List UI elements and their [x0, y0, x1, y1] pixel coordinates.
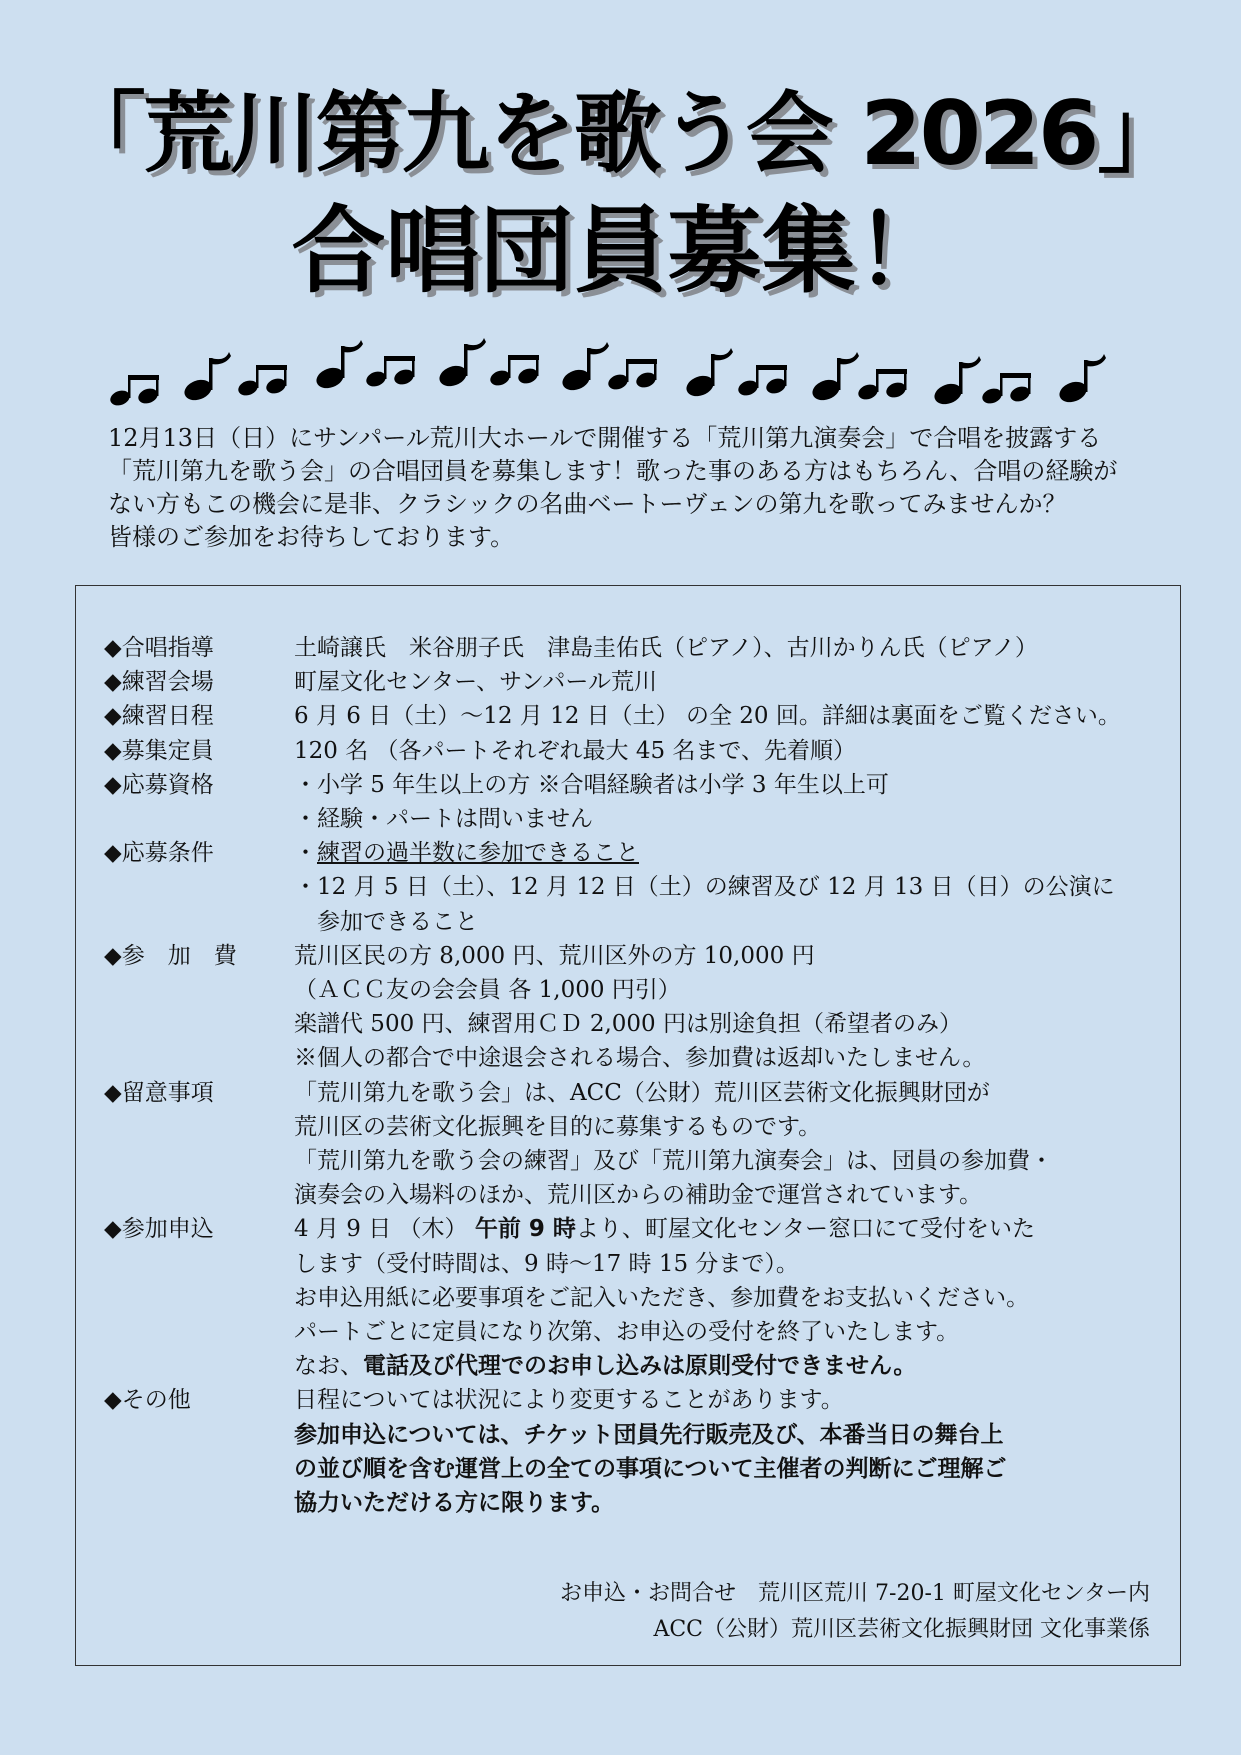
underlined-condition: 練習の過半数に参加できること	[317, 840, 639, 867]
detail-value: 120 名 （各パートそれぞれ最大 45 名まで、先着順）	[294, 737, 856, 764]
detail-label: ◆留意事項	[104, 1079, 214, 1106]
music-note-mark	[756, 365, 787, 370]
detail-value: ・12 月 5 日（土）、12 月 12 日（土）の練習及び 12 月 13 日（日）の公演に	[294, 874, 1115, 901]
intro-line: ない方もこの機会に是非、クラシックの名曲ベートーヴェンの第九を歌ってみませんか？	[108, 490, 1067, 518]
detail-label: ◆その他	[104, 1387, 191, 1414]
text: なお、	[294, 1353, 363, 1380]
title-block	[0, 78, 1241, 312]
detail-label: ◆応募資格	[104, 771, 214, 798]
contact-footer	[560, 1576, 1150, 1648]
music-note-mark	[626, 359, 657, 364]
detail-row-notes	[104, 1076, 1164, 1213]
music-note-mark	[589, 342, 609, 354]
detail-value: ・小学 5 年生以上の方 ※合唱経験者は小学 3 年生以上可	[294, 771, 889, 798]
detail-value: 6 月 6 日（土）～12 月 12 日（土） の全 20 回。詳細は裏面をご覧ください。	[294, 703, 1121, 730]
detail-value	[294, 836, 1164, 870]
bullet: ・	[294, 840, 317, 867]
music-note-mark	[128, 375, 159, 380]
music-note-mark	[756, 368, 759, 388]
text: 4 月 9 日 （木）	[294, 1216, 475, 1243]
detail-label: ◆募集定員	[104, 737, 214, 764]
music-note-mark	[384, 356, 415, 361]
detail-label: ◆練習日程	[104, 703, 214, 730]
bold-time: 午前 9 時	[474, 1216, 576, 1243]
page-subtitle: 合唱団員募集！	[291, 197, 950, 306]
music-note-mark	[211, 352, 231, 364]
detail-row-instructors	[104, 631, 1164, 665]
music-note-mark	[1086, 354, 1106, 366]
detail-value: お申込用紙に必要事項をご記入いただき、参加費をお支払いください。	[294, 1284, 1030, 1311]
detail-row-capacity	[104, 734, 1164, 768]
music-note-mark	[839, 352, 859, 364]
detail-row-conditions	[104, 836, 1164, 939]
contact-organization: ACC（公財）荒川区芸術文化振興財団 文化事業係	[653, 1617, 1150, 1642]
detail-value: ※個人の都合で中途退会される場合、参加費は返却いたしません。	[294, 1045, 986, 1072]
detail-value	[294, 1212, 1164, 1246]
page-title: 「荒川第九を歌う会 2026」	[57, 82, 1184, 185]
music-note-mark	[876, 372, 879, 392]
detail-row-eligibility	[104, 768, 1164, 836]
detail-value	[294, 1349, 1164, 1383]
detail-value: 「荒川第九を歌う会の練習」及び「荒川第九演奏会」は、団員の参加費・	[294, 1148, 1053, 1175]
detail-value: 荒川区民の方 8,000 円、荒川区外の方 10,000 円	[294, 942, 815, 969]
detail-bold-value: 協力いただける方に限ります。	[294, 1490, 615, 1517]
music-note-mark	[384, 359, 387, 379]
text: より、町屋文化センター窓口にて受付をいた	[575, 1216, 1035, 1243]
music-note-mark	[713, 348, 733, 360]
music-note-mark	[1000, 376, 1003, 396]
detail-value: 参加できること	[294, 908, 478, 935]
music-note-mark	[961, 356, 981, 368]
detail-value: （ＡＣＣ友の会会員 各 1,000 円引）	[294, 977, 681, 1004]
music-note-mark	[508, 355, 539, 360]
detail-value: ・経験・パートは問いません	[294, 806, 593, 833]
detail-value: 土崎譲氏 米谷朋子氏 津島圭佑氏（ピアノ）、古川かりん氏（ピアノ）	[294, 635, 1038, 661]
music-note-mark	[876, 369, 907, 374]
detail-label: ◆参 加 費	[104, 942, 237, 969]
music-note-mark	[256, 365, 287, 370]
detail-row-schedule	[104, 699, 1164, 733]
detail-label: ◆練習会場	[104, 669, 214, 696]
details-box	[75, 585, 1181, 1666]
bold-notice: 電話及び代理でのお申し込みは原則受付できません。	[363, 1353, 917, 1380]
detail-row-venue	[104, 665, 1164, 699]
contact-address: お申込・お問合せ 荒川区荒川 7-20-1 町屋文化センター内	[560, 1581, 1150, 1606]
detail-bold-value: の並び順を含む運営上の全ての事項について主催者の判断にご理解ご	[294, 1455, 1007, 1482]
music-notes-icon	[108, 332, 1168, 412]
detail-row-fee	[104, 939, 1164, 1076]
detail-label: ◆合唱指導	[104, 635, 214, 661]
detail-bold-value: 参加申込については、チケット団員先行販売及び、本番当日の舞台上	[294, 1421, 1004, 1448]
detail-row-other	[104, 1383, 1164, 1520]
detail-value: 楽譜代 500 円、練習用ＣＤ 2,000 円は別途負担（希望者のみ）	[294, 1011, 962, 1038]
detail-row-application	[104, 1212, 1164, 1383]
intro-line: 12月13日（日）にサンパール荒川大ホールで開催する「荒川第九演奏会」で合唱を披露する	[108, 424, 1102, 452]
detail-value: 「荒川第九を歌う会」は、ACC（公財）荒川区芸術文化振興財団が	[294, 1079, 990, 1106]
detail-value: 演奏会の入場料のほか、荒川区からの補助金で運営されています。	[294, 1182, 983, 1209]
intro-line: 「荒川第九を歌う会」の合唱団員を募集します！歌った事のある方はもちろん、合唱の経験が	[108, 457, 1118, 485]
music-note-mark	[343, 340, 363, 352]
detail-value: 荒川区の芸術文化振興を目的に募集するものです。	[294, 1113, 822, 1140]
detail-label: ◆参加申込	[104, 1216, 214, 1243]
intro-text	[108, 422, 1168, 554]
music-note-mark	[1000, 373, 1031, 378]
music-note-mark	[466, 338, 486, 350]
music-note-mark	[626, 362, 629, 382]
detail-label: ◆応募条件	[104, 840, 214, 867]
music-note-mark	[256, 368, 259, 388]
detail-value: します（受付時間は、9 時～17 時 15 分まで）。	[294, 1250, 799, 1277]
detail-value: 町屋文化センター、サンパール荒川	[294, 669, 657, 696]
music-note-mark	[508, 358, 511, 378]
intro-line: 皆様のご参加をお待ちしております。	[108, 523, 515, 551]
detail-value: 日程については状況により変更することがあります。	[294, 1387, 844, 1414]
detail-value: パートごとに定員になり次第、お申込の受付を終了いたします。	[294, 1319, 960, 1346]
music-note-mark	[128, 378, 131, 398]
